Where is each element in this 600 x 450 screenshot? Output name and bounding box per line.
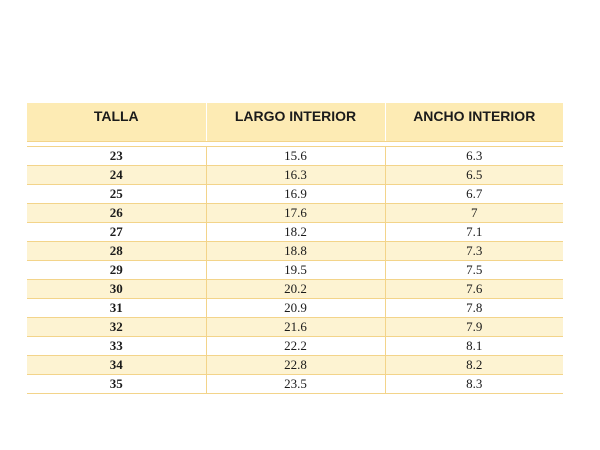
cell-talla: 33 — [27, 336, 206, 355]
table-row — [27, 317, 563, 336]
cell-largo-interior: 20.2 — [206, 279, 385, 298]
cell-largo-interior: 16.3 — [206, 165, 385, 184]
size-chart-header — [27, 103, 563, 146]
cell-ancho-interior: 7.6 — [385, 279, 563, 298]
table-row — [27, 298, 563, 317]
size-chart-body — [27, 146, 563, 393]
cell-ancho-interior: 7.9 — [385, 317, 563, 336]
table-row — [27, 374, 563, 393]
cell-ancho-interior: 7.8 — [385, 298, 563, 317]
cell-ancho-interior: 8.3 — [385, 374, 563, 393]
cell-largo-interior: 18.2 — [206, 222, 385, 241]
table-row — [27, 222, 563, 241]
cell-largo-interior: 15.6 — [206, 146, 385, 165]
table-row — [27, 260, 563, 279]
cell-largo-interior: 22.2 — [206, 336, 385, 355]
cell-largo-interior: 16.9 — [206, 184, 385, 203]
cell-ancho-interior: 8.2 — [385, 355, 563, 374]
table-row — [27, 184, 563, 203]
cell-ancho-interior: 7.1 — [385, 222, 563, 241]
cell-talla: 28 — [27, 241, 206, 260]
table-row — [27, 336, 563, 355]
cell-ancho-interior: 7.3 — [385, 241, 563, 260]
cell-talla: 32 — [27, 317, 206, 336]
cell-ancho-interior: 8.1 — [385, 336, 563, 355]
table-row — [27, 241, 563, 260]
cell-talla: 30 — [27, 279, 206, 298]
cell-largo-interior: 17.6 — [206, 203, 385, 222]
table-row — [27, 146, 563, 165]
cell-largo-interior: 18.8 — [206, 241, 385, 260]
cell-ancho-interior: 6.5 — [385, 165, 563, 184]
cell-talla: 31 — [27, 298, 206, 317]
table-row — [27, 203, 563, 222]
table-row — [27, 355, 563, 374]
cell-ancho-interior: 7.5 — [385, 260, 563, 279]
cell-talla: 24 — [27, 165, 206, 184]
size-chart-table — [27, 103, 563, 394]
header-ancho-interior: ANCHO INTERIOR — [385, 103, 563, 141]
cell-talla: 34 — [27, 355, 206, 374]
cell-talla: 35 — [27, 374, 206, 393]
cell-talla: 29 — [27, 260, 206, 279]
cell-talla: 26 — [27, 203, 206, 222]
cell-ancho-interior: 7 — [385, 203, 563, 222]
table-row — [27, 165, 563, 184]
table-row — [27, 279, 563, 298]
cell-ancho-interior: 6.7 — [385, 184, 563, 203]
cell-largo-interior: 23.5 — [206, 374, 385, 393]
cell-talla: 27 — [27, 222, 206, 241]
cell-talla: 25 — [27, 184, 206, 203]
cell-ancho-interior: 6.3 — [385, 146, 563, 165]
cell-largo-interior: 22.8 — [206, 355, 385, 374]
cell-largo-interior: 19.5 — [206, 260, 385, 279]
header-talla: TALLA — [27, 103, 206, 141]
header-largo-interior: LARGO INTERIOR — [206, 103, 385, 141]
cell-largo-interior: 21.6 — [206, 317, 385, 336]
cell-talla: 23 — [27, 146, 206, 165]
cell-largo-interior: 20.9 — [206, 298, 385, 317]
